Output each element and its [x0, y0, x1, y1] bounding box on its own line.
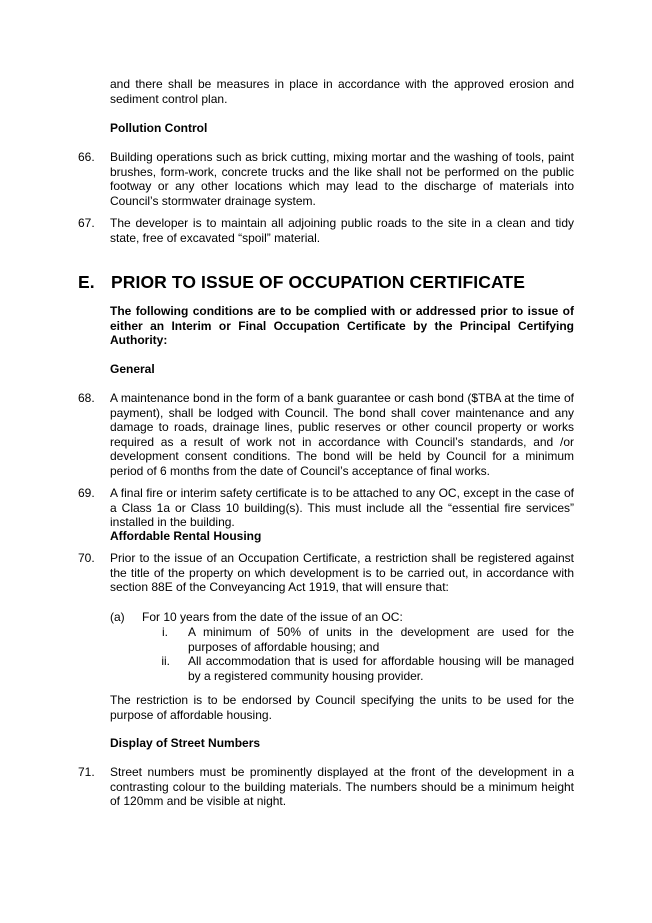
condition-number: 69.	[78, 486, 95, 500]
heading-general: General	[110, 362, 155, 376]
heading-pollution-control: Pollution Control	[110, 121, 208, 135]
sub-item-label: (a)	[110, 610, 125, 624]
roman-text: A minimum of 50% of units in the development are used for the purposes of affordable housing; and	[188, 625, 574, 654]
sub-item-text: For 10 years from the date of the issue of an OC:	[142, 610, 403, 624]
heading-affordable-rental-housing: Affordable Rental Housing	[110, 529, 262, 543]
roman-label: ii.	[161, 654, 170, 668]
section-letter: E.	[78, 272, 95, 292]
condition-text: Prior to the issue of an Occupation Certificate, a restriction shall be registered against the title of the property on which development is to be carried out, in accordance with section 88E of the Conveyancing Act 1919, that will ensure that:	[110, 551, 574, 594]
roman-text: All accommodation that is used for affordable housing will be managed by a registered community housing provider.	[188, 654, 574, 683]
condition-number: 68.	[78, 391, 95, 405]
section-title: PRIOR TO ISSUE OF OCCUPATION CERTIFICATE	[111, 272, 525, 292]
condition-text: Street numbers must be prominently displayed at the front of the development in a contrasting colour to the building materials. The numbers should be a minimum height of 120mm and be visible at night.	[110, 765, 574, 808]
condition-number: 71.	[78, 765, 95, 779]
intro-paragraph: and there shall be measures in place in accordance with the approved erosion and sediment control plan.	[110, 77, 574, 106]
condition-number: 67.	[78, 216, 95, 230]
condition-70-closing: The restriction is to be endorsed by Council specifying the units to be used for the purpose of affordable housing.	[110, 693, 574, 722]
condition-number: 66.	[78, 150, 95, 164]
condition-text: The developer is to maintain all adjoining public roads to the site in a clean and tidy state, free of excavated “spoil” material.	[110, 216, 574, 245]
condition-text: A final fire or interim safety certificate is to be attached to any OC, except in the case of a Class 1a or Class 10 building(s). This must include all the “essential fire services” installed in the building.	[110, 486, 574, 529]
heading-display-street-numbers: Display of Street Numbers	[110, 736, 261, 750]
section-e-lead: The following conditions are to be complied with or addressed prior to issue of either an Interim or Final Occupation Certificate by the Principal Certifying Authority:	[110, 304, 574, 347]
condition-text: Building operations such as brick cutting, mixing mortar and the washing of tools, paint brushes, form-work, concrete trucks and the like shall not be performed on the public footway or any other locations which may lead to the discharge of materials into Council’s stormwater drainage system.	[110, 150, 574, 208]
condition-text: A maintenance bond in the form of a bank guarantee or cash bond ($TBA at the time of payment), shall be lodged with Council. The bond shall cover maintenance and any damage to roads, drainage lines, public reserves or other council property or works required as a result of work not in accordance with Council’s standards, and /or development consent conditions. The bond will be held by Council for a minimum period of 6 months from the date of Council’s acceptance of final works.	[110, 391, 574, 478]
condition-number: 70.	[78, 551, 95, 565]
roman-label: i.	[162, 625, 168, 639]
